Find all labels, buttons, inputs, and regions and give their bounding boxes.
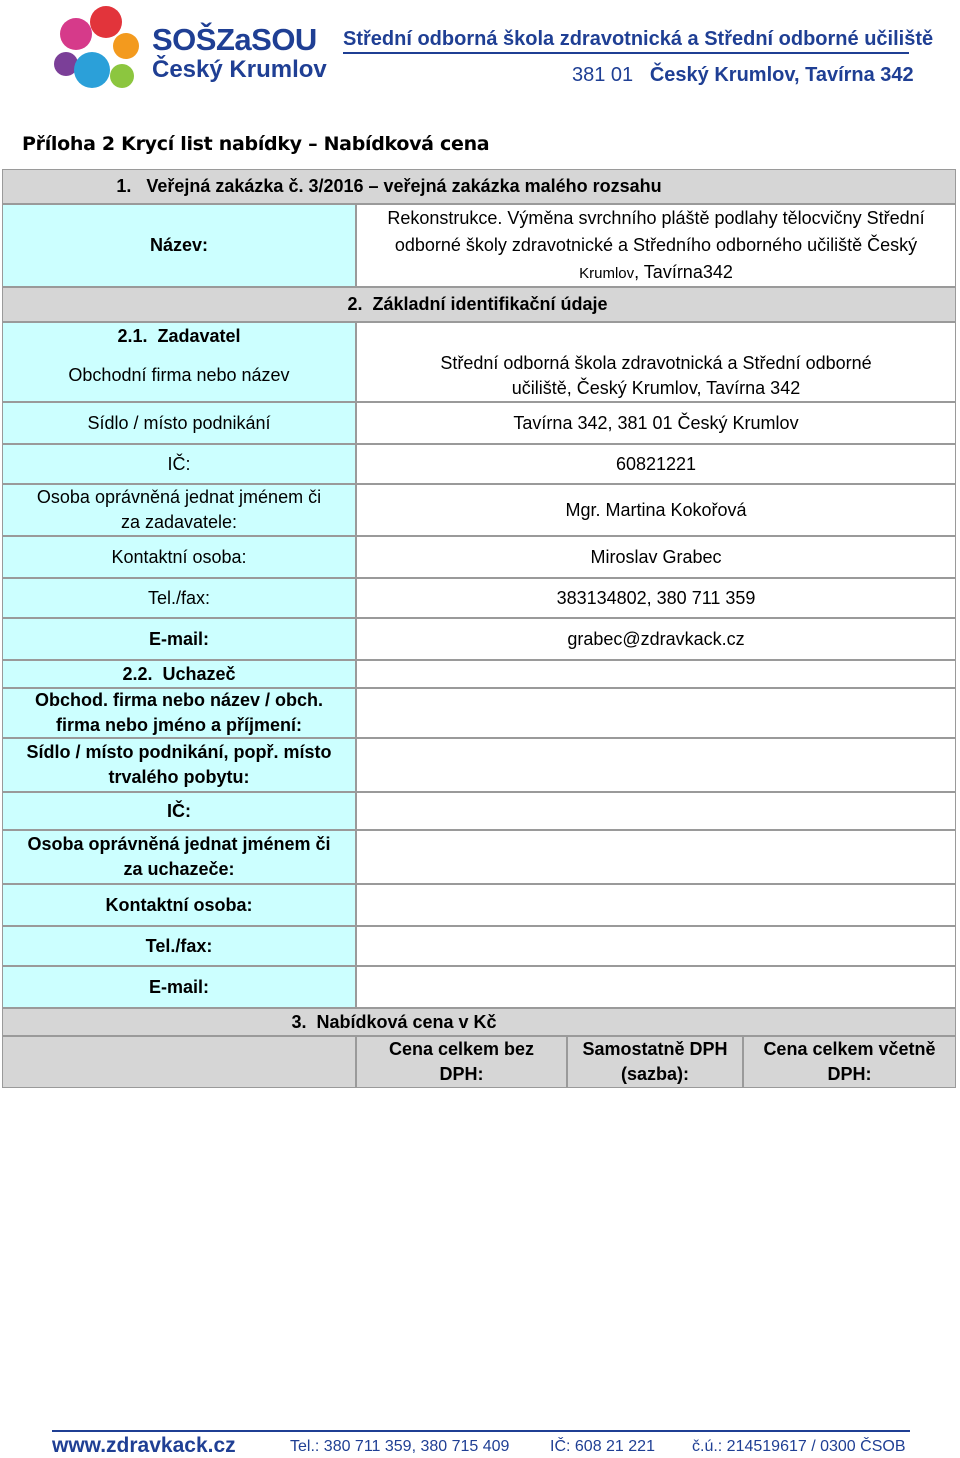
uchazec-seat-label-line1: Sídlo / místo podnikání, popř. místo [26,742,332,762]
zadavatel-rep-value: Mgr. Martina Kokořová [565,499,747,520]
zadavatel-email-label-cell [2,618,356,660]
name-label: Název: [149,235,209,255]
school-name: Střední odborná škola zdravotnická a Střední odborné učiliště [343,28,934,50]
zadavatel-firm-value-cell [356,350,956,402]
footer-ic: IČ: 608 21 221 [550,1438,655,1455]
uchazec-heading-blank [356,660,956,688]
zadavatel-contact-value: Miroslav Grabec [590,546,722,567]
footer-account: č.ú.: 214519617 / 0300 ČSOB [692,1438,906,1455]
section2-heading [2,287,956,322]
uchazec-ic-label-cell [2,792,356,830]
zadavatel-seat-value: Tavírna 342, 381 01 Český Krumlov [513,412,799,433]
uchazec-rep-label-line1: Osoba oprávněná jednat jménem či [27,834,331,854]
zadavatel-firm-label: Obchodní firma nebo název [68,365,290,385]
uchazec-email-label: E-mail: [148,976,209,997]
uchazec-firm-label-line2: firma nebo jméno a příjmení: [55,715,303,735]
uchazec-rep-value-cell[interactable] [356,830,956,884]
uchazec-heading-text: 2.2. Uchazeč [122,663,236,684]
zadavatel-email-label: E-mail: [148,628,209,649]
zadavatel-tel-value: 383134802, 380 711 359 [556,587,756,608]
zadavatel-ic-value: 60821221 [615,453,697,474]
section3-heading-text: 3. Nabídková cena v Kč [291,1011,497,1032]
name-label-cell [2,204,356,287]
vat-amount-line2: (sazba): [620,1064,689,1084]
price-without-vat-header [356,1036,567,1088]
zadavatel-tel-label: Tel./fax: [147,587,211,608]
uchazec-tel-label: Tel./fax: [145,935,213,956]
zadavatel-email-value-cell [356,618,956,660]
price-without-vat-line1: Cena celkem bez [388,1039,535,1059]
section1-heading-text: 1. Veřejná zakázka č. 3/2016 – veřejná zakázka malého rozsahu [116,176,662,196]
zadavatel-seat-value-cell [356,402,956,444]
zadavatel-contact-label-cell [2,536,356,578]
address-zip: 381 01 [572,64,634,86]
uchazec-seat-value-cell[interactable] [356,738,956,792]
uchazec-ic-label: IČ: [167,800,191,821]
section2-heading-text: 2. Základní identifikační údaje [347,294,608,314]
uchazec-seat-label-cell [2,738,356,792]
price-without-vat-line2: DPH: [439,1064,484,1084]
uchazec-seat-label-line2: trvalého pobytu: [108,767,250,787]
uchazec-email-value-cell[interactable] [356,966,956,1008]
name-value-line3-a: Krumlov [579,264,635,282]
uchazec-firm-label-line1: Obchod. firma nebo název / obch. [34,690,324,710]
zadavatel-rep-label-line1: Osoba oprávněná jednat jménem či [36,487,322,507]
zadavatel-tel-label-cell [2,578,356,618]
zadavatel-heading-blank [356,322,956,350]
zadavatel-heading-text: 2.1. Zadavatel [117,326,241,346]
school-address [572,64,914,87]
zadavatel-contact-value-cell [356,536,956,578]
footer-website-link[interactable]: www.zdravkack.cz [52,1434,236,1457]
uchazec-contact-value-cell[interactable] [356,884,956,926]
school-logo-icon [50,4,142,92]
uchazec-contact-label-cell [2,884,356,926]
uchazec-rep-label-cell [2,830,356,884]
zadavatel-rep-label-line2: za zadavatele: [120,512,238,532]
address-city: Český Krumlov, Tavírna 342 [649,64,914,86]
price-with-vat-line1: Cena celkem včetně [763,1039,936,1059]
zadavatel-firm-label-cell [2,350,356,402]
footer-phone: Tel.: 380 711 359, 380 715 409 [290,1438,510,1455]
zadavatel-ic-value-cell [356,444,956,484]
vat-amount-header [567,1036,743,1088]
price-with-vat-line2: DPH: [827,1064,872,1084]
zadavatel-firm-value-line2: učiliště, Český Krumlov, Tavírna 342 [511,377,801,398]
uchazec-tel-value-cell[interactable] [356,926,956,966]
uchazec-firm-label-cell [2,688,356,738]
uchazec-rep-label-line2: za uchazeče: [123,859,235,879]
zadavatel-seat-label: Sídlo / místo podnikání [87,412,271,433]
logo-text-secondary: Český Krumlov [152,56,327,83]
price-row-spacer [2,1036,356,1088]
uchazec-firm-value-cell[interactable] [356,688,956,738]
vat-amount-line1: Samostatně DPH [582,1039,728,1059]
zadavatel-contact-label: Kontaktní osoba: [111,546,247,567]
name-value-line1: Rekonstrukce. Výměna svrchního pláště podlahy tělocvičny Střední [387,207,925,228]
section1-heading [2,169,956,204]
name-value-line3 [579,259,733,287]
uchazec-heading [2,660,356,688]
name-value-cell [356,204,956,287]
price-with-vat-header [743,1036,956,1088]
zadavatel-ic-label-cell [2,444,356,484]
footer-divider [52,1430,910,1432]
uchazec-tel-label-cell [2,926,356,966]
uchazec-contact-label: Kontaktní osoba: [105,894,253,915]
zadavatel-firm-value-line1: Střední odborná škola zdravotnická a Střední odborné [440,352,872,373]
header-divider [343,52,909,54]
uchazec-ic-value-cell[interactable] [356,792,956,830]
zadavatel-email-value: grabec@zdravkack.cz [567,628,745,649]
logo-text-primary: SOŠZaSOU [152,22,317,57]
zadavatel-ic-label: IČ: [167,453,191,474]
uchazec-email-label-cell [2,966,356,1008]
document-title: Příloha 2 Krycí list nabídky – Nabídková cena [22,133,490,155]
zadavatel-rep-label-cell [2,484,356,536]
zadavatel-tel-value-cell [356,578,956,618]
section3-heading [2,1008,956,1036]
zadavatel-heading [2,322,356,350]
zadavatel-rep-value-cell [356,484,956,536]
name-value-line3-b: , Tavírna342 [634,261,733,282]
zadavatel-seat-label-cell [2,402,356,444]
name-value-line2: odborné školy zdravotnické a Středního odborného učiliště Český [394,234,918,255]
